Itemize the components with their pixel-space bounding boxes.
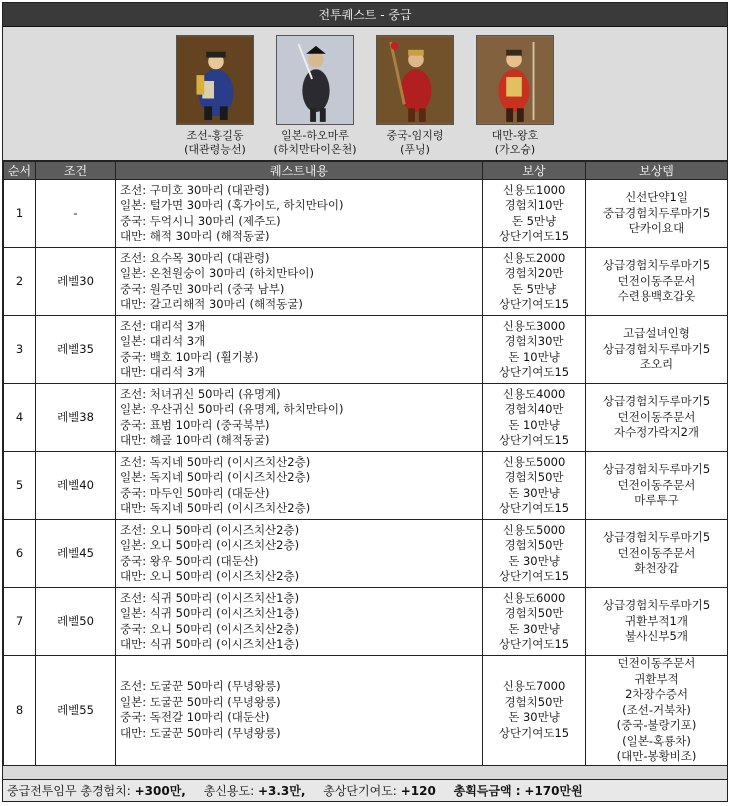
row-order: 5 [4,452,36,520]
row-quest [116,248,483,316]
total-contrib-label: 총상단기여도: [323,784,397,798]
row-reward-items [586,656,728,766]
reward-item-line: (중국-불랑기포) [616,718,697,732]
reward-line: 상단기여도15 [498,569,570,583]
quest-line: 조선: 처녀귀신 50마리 (유명계) [120,386,281,401]
row-condition: 레벨38 [36,384,116,452]
reward-line: 경험치30만 [504,334,564,348]
row-reward-items [586,248,728,316]
reward-line: 돈 10만냥 [508,417,560,432]
total-contrib-value: +120 [400,784,436,798]
reward-line: 신용도7000 [502,679,566,694]
reward-line: 신용도4000 [502,386,566,401]
row-condition: 레벨35 [36,316,116,384]
reward-line: 돈 10만냥 [508,349,560,364]
quest-line: 일본: 온천원숭이 30마리 (하치만타이) [120,266,314,280]
reward-item-line: 상급경험치두루마기5 [602,530,711,545]
row-quest [116,520,483,588]
quest-line: 중국: 두억시니 30마리 (제주도) [120,213,281,228]
quest-line: 대만: 오니 50마리 (이시즈치산2층) [120,569,300,583]
reward-item-line: 상급경험치두루마기5 [602,462,711,477]
quest-line: 조선: 식귀 50마리 (이시즈치산1층) [120,590,300,605]
reward-item-line: 던전이동주문서 [617,545,696,560]
reward-item-line: 마루투구 [634,493,679,508]
quest-line: 중국: 오니 50마리 (이시즈치산2층) [120,621,300,636]
reward-item-line: 고급설녀인형 [623,326,690,341]
character-card [265,35,365,157]
row-order: 8 [4,656,36,766]
quest-line: 조선: 대리석 3개 [120,318,206,333]
reward-item-line: 던전이동주문서 [617,409,696,424]
header-reward: 보상 [483,162,586,180]
quest-line: 대만: 해골 10마리 (해적동굴) [120,433,270,447]
quest-line: 일본: 독지네 50마리 (이시즈치산2층) [120,470,311,484]
character-name: 조선-홍길동 [186,129,244,142]
row-reward [483,656,586,766]
reward-line: 상단기여도15 [498,365,570,379]
reward-line: 상단기여도15 [498,433,570,447]
total-money-value: +170만원 [524,784,583,798]
quest-line: 중국: 독전갈 10마리 (대둔산) [120,710,270,725]
reward-line: 경험치40만 [504,402,564,416]
table-row [4,384,728,452]
portrait-haohmaru-icon [276,35,354,125]
quest-line: 일본: 대리석 3개 [120,334,206,348]
row-order: 1 [4,180,36,248]
reward-line: 신용도5000 [502,454,566,469]
character-location: (대관령능선) [184,143,246,156]
reward-item-line: 상급경험치두루마기5 [602,394,711,409]
header-condition: 조건 [36,162,116,180]
row-condition: 레벨30 [36,248,116,316]
quest-line: 중국: 백호 10마리 (휠기봉) [120,349,259,364]
quest-line: 일본: 털가면 30마리 (혹가이도, 하치만타이) [120,198,344,212]
quest-line: 일본: 식귀 50마리 (이시즈치산1층) [120,606,300,620]
reward-item-line: 수련용백호갑옷 [617,289,696,304]
row-condition: 레벨55 [36,656,116,766]
reward-line: 상단기여도15 [498,725,570,740]
character-card [165,35,265,157]
reward-line: 경험치50만 [504,606,564,620]
reward-line: 돈 30만냥 [508,485,560,500]
character-location: (하치만타이온천) [273,143,357,156]
character-location: (가오슝) [494,143,536,156]
header-order: 순서 [4,162,36,180]
reward-item-line: 불사신부5개 [625,629,688,644]
reward-line: 상단기여도15 [498,297,570,311]
portrait-hong-gildong-icon [176,35,254,125]
table-row [4,248,728,316]
quest-panel [2,2,728,802]
table-row [4,656,728,766]
reward-line: 돈 30만냥 [508,621,560,636]
total-exp-value: +300만, [134,784,186,798]
reward-item-line: 단카이요대 [628,221,685,236]
total-credit-value: +3.3만, [257,784,306,798]
row-quest [116,316,483,384]
portrait-wang-ho-icon [476,35,554,125]
quest-line: 대만: 해적 30마리 (해적동굴) [120,229,270,243]
quest-table [3,161,728,766]
quest-line: 대만: 독지네 50마리 (이시즈치산2층) [120,501,311,515]
reward-item-line: (조선-거북차) [622,702,691,717]
row-reward-items [586,452,728,520]
reward-item-line: 2차장수증서 [625,687,688,701]
table-row [4,588,728,656]
header-quest: 퀘스트내용 [116,162,483,180]
quest-line: 중국: 표범 10마리 (중국북부) [120,417,270,432]
character-row [3,27,727,161]
quest-line: 대만: 식귀 50마리 (이시즈치산1층) [120,637,300,651]
reward-line: 경험치50만 [504,694,564,709]
row-reward-items [586,384,728,452]
quest-line: 조선: 오니 50마리 (이시즈치산2층) [120,522,300,537]
row-quest [116,588,483,656]
quest-line: 조선: 독지네 50마리 (이시즈치산2층) [120,454,311,469]
reward-line: 돈 30만냥 [508,710,560,725]
reward-item-line: 신선단약1일 [625,190,688,205]
row-quest [116,452,483,520]
reward-item-line: 던전이동주문서 [617,273,696,288]
reward-item-line: 귀환부적1개 [625,613,688,628]
table-row [4,452,728,520]
reward-item-line: 자수정가락지2개 [613,425,700,440]
character-card [465,35,565,157]
reward-item-line: (일본-혹룡차) [622,733,691,748]
quest-line: 조선: 요수목 30마리 (대관령) [120,250,270,265]
reward-line: 돈 5만냥 [511,281,557,296]
quest-line: 대만: 갈고리해적 30마리 (해적동굴) [120,297,303,311]
table-row [4,520,728,588]
reward-line: 돈 5만냥 [511,213,557,228]
reward-item-line: 조오리 [639,357,674,372]
reward-line: 신용도6000 [502,590,566,605]
reward-line: 상단기여도15 [498,637,570,651]
character-card [365,35,465,157]
quest-line: 조선: 구미호 30마리 (대관령) [120,182,270,197]
page-title: 전투퀘스트 - 중급 [3,3,727,27]
row-reward [483,180,586,248]
quest-line: 일본: 도굴꾼 50마리 (무녕왕릉) [120,694,281,709]
reward-item-line: 귀환부적 [634,671,679,686]
row-condition: - [36,180,116,248]
table-row [4,180,728,248]
reward-line: 경험치20만 [504,266,564,280]
table-row [4,316,728,384]
reward-item-line: 던전이동주문서 [617,656,696,670]
quest-line: 중국: 왕우 50마리 (대둔산) [120,553,259,568]
reward-item-line: 던전이동주문서 [617,477,696,492]
row-reward [483,520,586,588]
reward-line: 경험치50만 [504,538,564,552]
row-reward [483,316,586,384]
table-header-row [4,162,728,180]
row-quest [116,180,483,248]
character-location: (푸닝) [400,143,430,156]
row-order: 2 [4,248,36,316]
row-reward [483,452,586,520]
row-condition: 레벨50 [36,588,116,656]
quest-line: 일본: 우산귀신 50마리 (유명계, 하치만타이) [120,402,344,416]
reward-line: 경험치50만 [504,470,564,484]
reward-line: 상단기여도15 [498,501,570,515]
row-order: 3 [4,316,36,384]
reward-line: 상단기여도15 [498,229,570,243]
reward-item-line: 화천장갑 [634,561,679,576]
reward-line: 신용도3000 [502,318,566,333]
quest-line: 대만: 도굴꾼 50마리 (무녕왕릉) [120,725,281,740]
reward-item-line: 상급경험치두루마기5 [602,598,711,613]
row-reward [483,248,586,316]
reward-item-line: (대만-봉황비조) [616,749,697,763]
row-reward-items [586,180,728,248]
reward-item-line: 상급경험치두루마기5 [602,258,711,273]
row-quest [116,656,483,766]
reward-item-line: 중급경험치두루마기5 [602,205,711,220]
quest-line: 일본: 오니 50마리 (이시즈치산2층) [120,538,300,552]
quest-line: 조선: 도굴꾼 50마리 (무녕왕릉) [120,679,281,694]
row-reward [483,588,586,656]
reward-line: 신용도1000 [502,182,566,197]
row-reward-items [586,316,728,384]
row-order: 4 [4,384,36,452]
character-name: 일본-하오마루 [281,129,349,142]
total-exp-label: 중급전투임무 총경험치: [7,784,131,798]
reward-line: 경험치10만 [504,198,564,212]
total-credit-label: 총신용도: [203,784,255,798]
character-name: 대만-왕호 [491,129,539,142]
total-money-label: 총획득금액 : [453,784,521,798]
reward-line: 신용도2000 [502,250,566,265]
quest-line: 중국: 원주민 30마리 (중국 남부) [120,281,285,296]
header-reward-item: 보상템 [586,162,728,180]
reward-item-line: 상급경험치두루마기5 [602,341,711,356]
row-quest [116,384,483,452]
row-condition: 레벨45 [36,520,116,588]
quest-line: 대만: 대리석 3개 [120,365,206,379]
character-name: 중국-임지령 [386,129,444,142]
reward-line: 신용도5000 [502,522,566,537]
row-reward-items [586,588,728,656]
summary-footer [3,779,727,801]
row-reward-items [586,520,728,588]
row-order: 6 [4,520,36,588]
row-reward [483,384,586,452]
portrait-im-jiryeong-icon [376,35,454,125]
quest-line: 중국: 마두인 50마리 (대둔산) [120,485,270,500]
row-condition: 레벨40 [36,452,116,520]
row-order: 7 [4,588,36,656]
reward-line: 돈 30만냥 [508,553,560,568]
